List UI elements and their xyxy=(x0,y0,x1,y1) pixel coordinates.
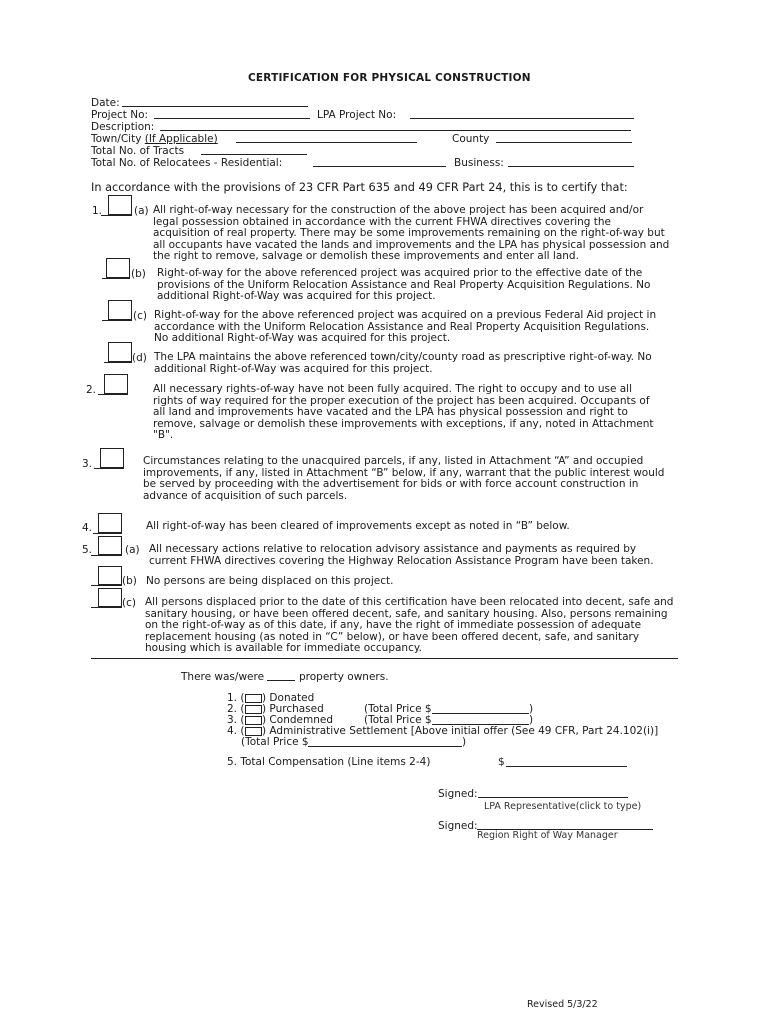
signed-2-label: Signed: xyxy=(438,820,478,832)
admin-price-label: (Total Price $ xyxy=(241,736,309,748)
item-1a-text: All right-of-way necessary for the construction of the above project has been acquired and/or legal possession obtained in accordance with the current FHWA directives covering the acquisition of real property. There may be some improvements remaining on the right-of-way but all occupants have vacated the lands and improvements and the LPA has physical possession and the right to remove, salvage or demolish these improvements and enter all land. xyxy=(153,204,670,263)
project-no-label: Project No: xyxy=(91,109,149,121)
lpa-representative-label[interactable]: LPA Representative(click to type) xyxy=(484,801,642,812)
item-1a-tag: (a) xyxy=(134,205,149,217)
item-5c-text: All persons displaced prior to the date of this certification have been relocated into decent, safe and sanitary housing, or have been offered decent, safe, and sanitary housing. Also, persons remaining on the right-of-way as of this date, if any, have the right of immediate possession of adequate replacement housing (as noted in “C” below), or have been offered decent, safe, and sanitary housing which is available for immediate occupancy. xyxy=(145,596,674,655)
project-no-field[interactable] xyxy=(154,118,310,119)
item-5a-checkbox[interactable] xyxy=(98,536,122,555)
item-1d-underline xyxy=(104,362,132,363)
purchased-price-label: (Total Price $ xyxy=(364,703,432,715)
admin-price-field[interactable] xyxy=(308,746,462,747)
item-2-number: 2. xyxy=(86,384,97,396)
revised-date: Revised 5/3/22 xyxy=(527,999,598,1010)
intro-text: In accordance with the provisions of 23 CFR Part 635 and 49 CFR Part 24, this is to certify that: xyxy=(91,181,628,194)
region-manager-label: Region Right of Way Manager xyxy=(477,830,618,841)
total-compensation-field[interactable] xyxy=(506,766,627,767)
town-city-field[interactable] xyxy=(236,142,417,143)
property-owners-label: property owners. xyxy=(299,671,389,683)
item-3-checkbox[interactable] xyxy=(100,448,124,468)
item-5c-tag: (c) xyxy=(122,597,136,609)
item-1b-checkbox[interactable] xyxy=(106,258,130,278)
line-4-number: 4. ( xyxy=(227,725,245,737)
item-2-checkbox[interactable] xyxy=(104,374,128,394)
admin-close-paren: ) xyxy=(462,736,467,748)
purchased-checkbox[interactable] xyxy=(245,705,262,714)
item-4-checkbox[interactable] xyxy=(98,513,122,533)
item-4-text: All right-of-way has been cleared of improvements except as noted in “B” below. xyxy=(146,520,570,532)
there-was-were-label: There was/were xyxy=(181,671,265,683)
item-3-underline xyxy=(94,468,124,469)
item-5b-underline xyxy=(91,585,122,586)
condemned-checkbox[interactable] xyxy=(245,716,262,725)
line-3-number: 3. ( xyxy=(227,714,245,726)
business-field[interactable] xyxy=(508,166,634,167)
purchased-label: ) Purchased xyxy=(262,703,324,715)
purchased-price-field[interactable] xyxy=(432,713,529,714)
item-5a-tag: (a) xyxy=(125,544,140,556)
item-1d-checkbox[interactable] xyxy=(108,342,132,362)
item-1d-text: The LPA maintains the above referenced town/city/county road as prescriptive right-of-way. No additional Right-of-Way was acquired for this project. xyxy=(154,351,652,375)
item-5c-underline xyxy=(91,607,122,608)
description-field[interactable] xyxy=(160,130,631,131)
page-title: CERTIFICATION FOR PHYSICAL CONSTRUCTION xyxy=(248,72,531,84)
item-1c-checkbox[interactable] xyxy=(108,300,132,320)
item-2-text: All necessary rights-of-way have not been fully acquired. The right to occupy and to use all rights of way required for the proper execution of the project has been acquired. Occupants of all land and improvements have vacated and the LPA has physical possession and right to remove, salvage or demolish these improvements with exceptions, if any, noted in Attachment "B". xyxy=(153,383,654,442)
item-1c-tag: (c) xyxy=(133,310,147,322)
item-1c-text: Right-of-way for the above referenced project was acquired on a previous Federal Aid project in accordance with the Uniform Relocation Assistance and Real Property Acquisition Regulations. No additional Right-of-Way was acquired for this project. xyxy=(154,309,657,345)
town-city-text: Town/City xyxy=(91,133,142,145)
item-5b-checkbox[interactable] xyxy=(98,566,122,585)
condemned-price-label: (Total Price $ xyxy=(364,714,432,726)
county-label: County xyxy=(452,133,490,145)
item-1a-checkbox[interactable] xyxy=(108,195,132,215)
signature-1-field[interactable] xyxy=(478,797,628,798)
lpa-project-no-label: LPA Project No: xyxy=(317,109,397,121)
line-2-number: 2. ( xyxy=(227,703,245,715)
item-1b-underline xyxy=(102,278,130,279)
business-label: Business: xyxy=(454,157,504,169)
item-5a-underline xyxy=(91,555,122,556)
item-4-number: 4. xyxy=(82,522,93,534)
donated-label: ) Donated xyxy=(262,692,315,704)
item-4-underline xyxy=(93,533,122,534)
item-1d-tag: (d) xyxy=(132,352,147,364)
description-label: Description: xyxy=(91,121,155,133)
section-divider xyxy=(91,658,678,659)
town-city-label xyxy=(91,133,218,145)
owners-count-field[interactable] xyxy=(267,680,295,681)
admin-settlement-checkbox[interactable] xyxy=(245,727,262,736)
line-1-number: 1. ( xyxy=(227,692,245,704)
total-tracts-label: Total No. of Tracts xyxy=(91,145,185,157)
item-5b-tag: (b) xyxy=(122,575,137,587)
item-5-number: 5. xyxy=(82,544,93,556)
item-1b-tag: (b) xyxy=(131,268,146,280)
signed-1-label: Signed: xyxy=(438,788,478,800)
condemned-close-paren: ) xyxy=(529,714,534,726)
item-3-number: 3. xyxy=(82,458,93,470)
lpa-project-no-field[interactable] xyxy=(410,118,634,119)
total-relocatees-label: Total No. of Relocatees - Residential: xyxy=(91,157,283,169)
donated-checkbox[interactable] xyxy=(245,694,262,703)
item-2-underline xyxy=(98,394,128,395)
item-5c-checkbox[interactable] xyxy=(98,588,122,607)
date-field[interactable] xyxy=(122,106,308,107)
total-compensation-label: 5. Total Compensation (Line items 2-4) xyxy=(227,756,431,768)
item-1c-underline xyxy=(102,320,132,321)
if-applicable-text: (If Applicable) xyxy=(144,133,218,145)
date-label: Date: xyxy=(91,97,120,109)
item-1-number: 1. xyxy=(92,205,103,217)
item-1b-text: Right-of-way for the above referenced project was acquired prior to the effective date of the provisions of the Uniform Relocation Assistance and Real Property Acquisition Regulations. No additional Right-of-Way was acquired for this project. xyxy=(157,267,651,303)
total-compensation-dollar: $ xyxy=(498,756,505,768)
total-tracts-field[interactable] xyxy=(201,154,307,155)
admin-settlement-label: ) Administrative Settlement [Above initial offer (See 49 CFR, Part 24.102(i)] xyxy=(262,725,659,737)
item-3-text: Circumstances relating to the unacquired parcels, if any, listed in Attachment “A” and occupied improvements, if any, listed in Attachment “B” below, if any, warrant that the public interest would be served by proceeding with the advertisement for bids or with force account construction in advance of acquisition of such parcels. xyxy=(143,455,665,502)
purchased-close-paren: ) xyxy=(529,703,534,715)
item-1a-underline xyxy=(101,215,132,216)
county-field[interactable] xyxy=(496,142,632,143)
item-5a-text: All necessary actions relative to relocation advisory assistance and payments as required by current FHWA directives covering the Highway Relocation Assistance Program have been taken. xyxy=(149,543,654,567)
item-5b-text: No persons are being displaced on this project. xyxy=(146,575,394,587)
condemned-label: ) Condemned xyxy=(262,714,333,726)
residential-field[interactable] xyxy=(313,166,446,167)
